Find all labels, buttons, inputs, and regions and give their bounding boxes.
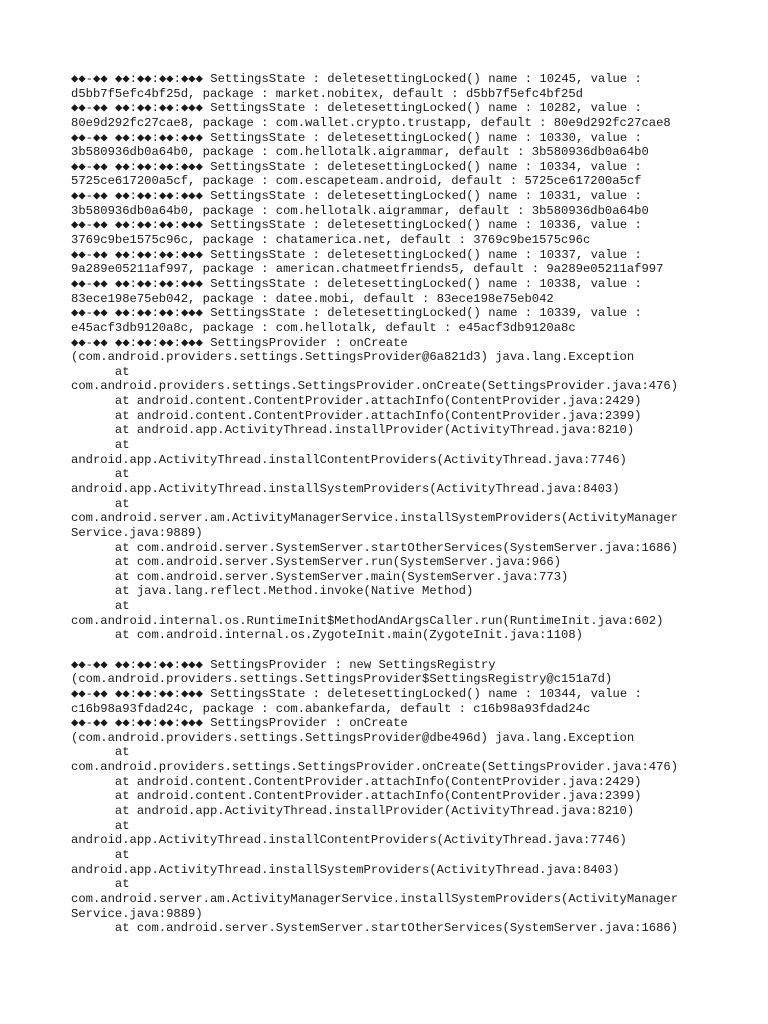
blank-line <box>71 643 711 658</box>
log-line: at android.content.ContentProvider.attachInfo(ContentProvider.java:2399) <box>71 789 642 804</box>
log-line: (com.android.providers.settings.SettingsProvider$SettingsRegistry@c151a7d) <box>71 672 613 687</box>
log-line: at <box>71 847 130 862</box>
log-line: at android.app.ActivityThread.installProvider(ActivityThread.java:8210) <box>71 804 635 819</box>
log-line: android.app.ActivityThread.installSystemProviders(ActivityThread.java:8403) <box>71 481 620 496</box>
log-line: ◆◆-◆◆ ◆◆:◆◆:◆◆:◆◆◆ SettingsState : deletesettingLocked() name : 10337, value : <box>71 247 642 262</box>
log-line: com.android.server.am.ActivityManagerService.installSystemProviders(ActivityManager <box>71 511 679 526</box>
log-line: at <box>71 877 130 892</box>
log-line: 3769c9be1575c96c, package : chatamerica.net, default : 3769c9be1575c96c <box>71 233 591 248</box>
log-line: at android.content.ContentProvider.attachInfo(ContentProvider.java:2429) <box>71 774 642 789</box>
log-line: at com.android.server.SystemServer.startOtherServices(SystemServer.java:1686) <box>71 540 679 555</box>
log-line: com.android.providers.settings.SettingsProvider.onCreate(SettingsProvider.java:476) <box>71 760 679 775</box>
log-line: at <box>71 818 130 833</box>
log-line: ◆◆-◆◆ ◆◆:◆◆:◆◆:◆◆◆ SettingsState : deletesettingLocked() name : 10338, value : <box>71 276 642 291</box>
log-line: at android.content.ContentProvider.attachInfo(ContentProvider.java:2429) <box>71 394 642 409</box>
log-line: at <box>71 496 130 511</box>
log-line: ◆◆-◆◆ ◆◆:◆◆:◆◆:◆◆◆ SettingsProvider : onCreate <box>71 716 408 731</box>
log-line: com.android.internal.os.RuntimeInit$MethodAndArgsCaller.run(RuntimeInit.java:602) <box>71 613 664 628</box>
log-line: Service.java:9889) <box>71 525 203 540</box>
log-line: at com.android.server.SystemServer.run(SystemServer.java:966) <box>71 555 562 570</box>
log-line: at <box>71 467 130 482</box>
log-line: ◆◆-◆◆ ◆◆:◆◆:◆◆:◆◆◆ SettingsState : deletesettingLocked() name : 10331, value : <box>71 189 642 204</box>
log-line: 3b580936db0a64b0, package : com.hellotalk.aigrammar, default : 3b580936db0a64b0 <box>71 145 649 160</box>
log-line: at <box>71 364 130 379</box>
log-line: e45acf3db9120a8c, package : com.hellotalk, default : e45acf3db9120a8c <box>71 320 576 335</box>
log-line: 5725ce617200a5cf, package : com.escapeteam.android, default : 5725ce617200a5cf <box>71 174 642 189</box>
log-line: at <box>71 438 130 453</box>
log-line: ◆◆-◆◆ ◆◆:◆◆:◆◆:◆◆◆ SettingsState : deletesettingLocked() name : 10339, value : <box>71 306 642 321</box>
log-line: ◆◆-◆◆ ◆◆:◆◆:◆◆:◆◆◆ SettingsState : deletesettingLocked() name : 10334, value : <box>71 159 642 174</box>
log-line: at java.lang.reflect.Method.invoke(Native Method) <box>71 584 474 599</box>
log-line: 9a289e05211af997, package : american.chatmeetfriends5, default : 9a289e05211af997 <box>71 262 664 277</box>
log-line: android.app.ActivityThread.installContentProviders(ActivityThread.java:7746) <box>71 833 627 848</box>
log-line: ◆◆-◆◆ ◆◆:◆◆:◆◆:◆◆◆ SettingsState : deletesettingLocked() name : 10344, value : <box>71 686 642 701</box>
log-line: 3b580936db0a64b0, package : com.hellotalk.aigrammar, default : 3b580936db0a64b0 <box>71 203 649 218</box>
log-line: at com.android.server.SystemServer.main(SystemServer.java:773) <box>71 569 569 584</box>
log-line: 83ece198e75eb042, package : datee.mobi, default : 83ece198e75eb042 <box>71 291 554 306</box>
log-line: (com.android.providers.settings.SettingsProvider@dbe496d) java.lang.Exception <box>71 730 635 745</box>
log-line: com.android.server.am.ActivityManagerService.installSystemProviders(ActivityManager <box>71 891 679 906</box>
log-line: at com.android.internal.os.ZygoteInit.main(ZygoteInit.java:1108) <box>71 628 583 643</box>
log-line: 80e9d292fc27cae8, package : com.wallet.crypto.trustapp, default : 80e9d292fc27cae8 <box>71 115 671 130</box>
log-line: at android.app.ActivityThread.installProvider(ActivityThread.java:8210) <box>71 423 635 438</box>
log-line: ◆◆-◆◆ ◆◆:◆◆:◆◆:◆◆◆ SettingsState : deletesettingLocked() name : 10330, value : <box>71 130 642 145</box>
log-line: ◆◆-◆◆ ◆◆:◆◆:◆◆:◆◆◆ SettingsProvider : new SettingsRegistry <box>71 657 496 672</box>
log-line: c16b98a93fdad24c, package : com.abankefarda, default : c16b98a93fdad24c <box>71 701 591 716</box>
log-line: ◆◆-◆◆ ◆◆:◆◆:◆◆:◆◆◆ SettingsState : deletesettingLocked() name : 10245, value : <box>71 72 642 86</box>
log-line: at <box>71 745 130 760</box>
log-text-block <box>71 72 711 936</box>
log-line: (com.android.providers.settings.SettingsProvider@6a821d3) java.lang.Exception <box>71 350 635 365</box>
log-line: at <box>71 599 130 614</box>
log-line: android.app.ActivityThread.installContentProviders(ActivityThread.java:7746) <box>71 452 627 467</box>
log-line: com.android.providers.settings.SettingsProvider.onCreate(SettingsProvider.java:476) <box>71 379 679 394</box>
log-line: at android.content.ContentProvider.attachInfo(ContentProvider.java:2399) <box>71 408 642 423</box>
log-line: ◆◆-◆◆ ◆◆:◆◆:◆◆:◆◆◆ SettingsState : deletesettingLocked() name : 10336, value : <box>71 218 642 233</box>
log-line: android.app.ActivityThread.installSystemProviders(ActivityThread.java:8403) <box>71 862 620 877</box>
log-line: at com.android.server.SystemServer.startOtherServices(SystemServer.java:1686) <box>71 921 679 936</box>
log-line: ◆◆-◆◆ ◆◆:◆◆:◆◆:◆◆◆ SettingsState : deletesettingLocked() name : 10282, value : <box>71 101 642 116</box>
log-line: Service.java:9889) <box>71 906 203 921</box>
log-line: d5bb7f5efc4bf25d, package : market.nobitex, default : d5bb7f5efc4bf25d <box>71 86 583 101</box>
log-line: ◆◆-◆◆ ◆◆:◆◆:◆◆:◆◆◆ SettingsProvider : onCreate <box>71 335 408 350</box>
